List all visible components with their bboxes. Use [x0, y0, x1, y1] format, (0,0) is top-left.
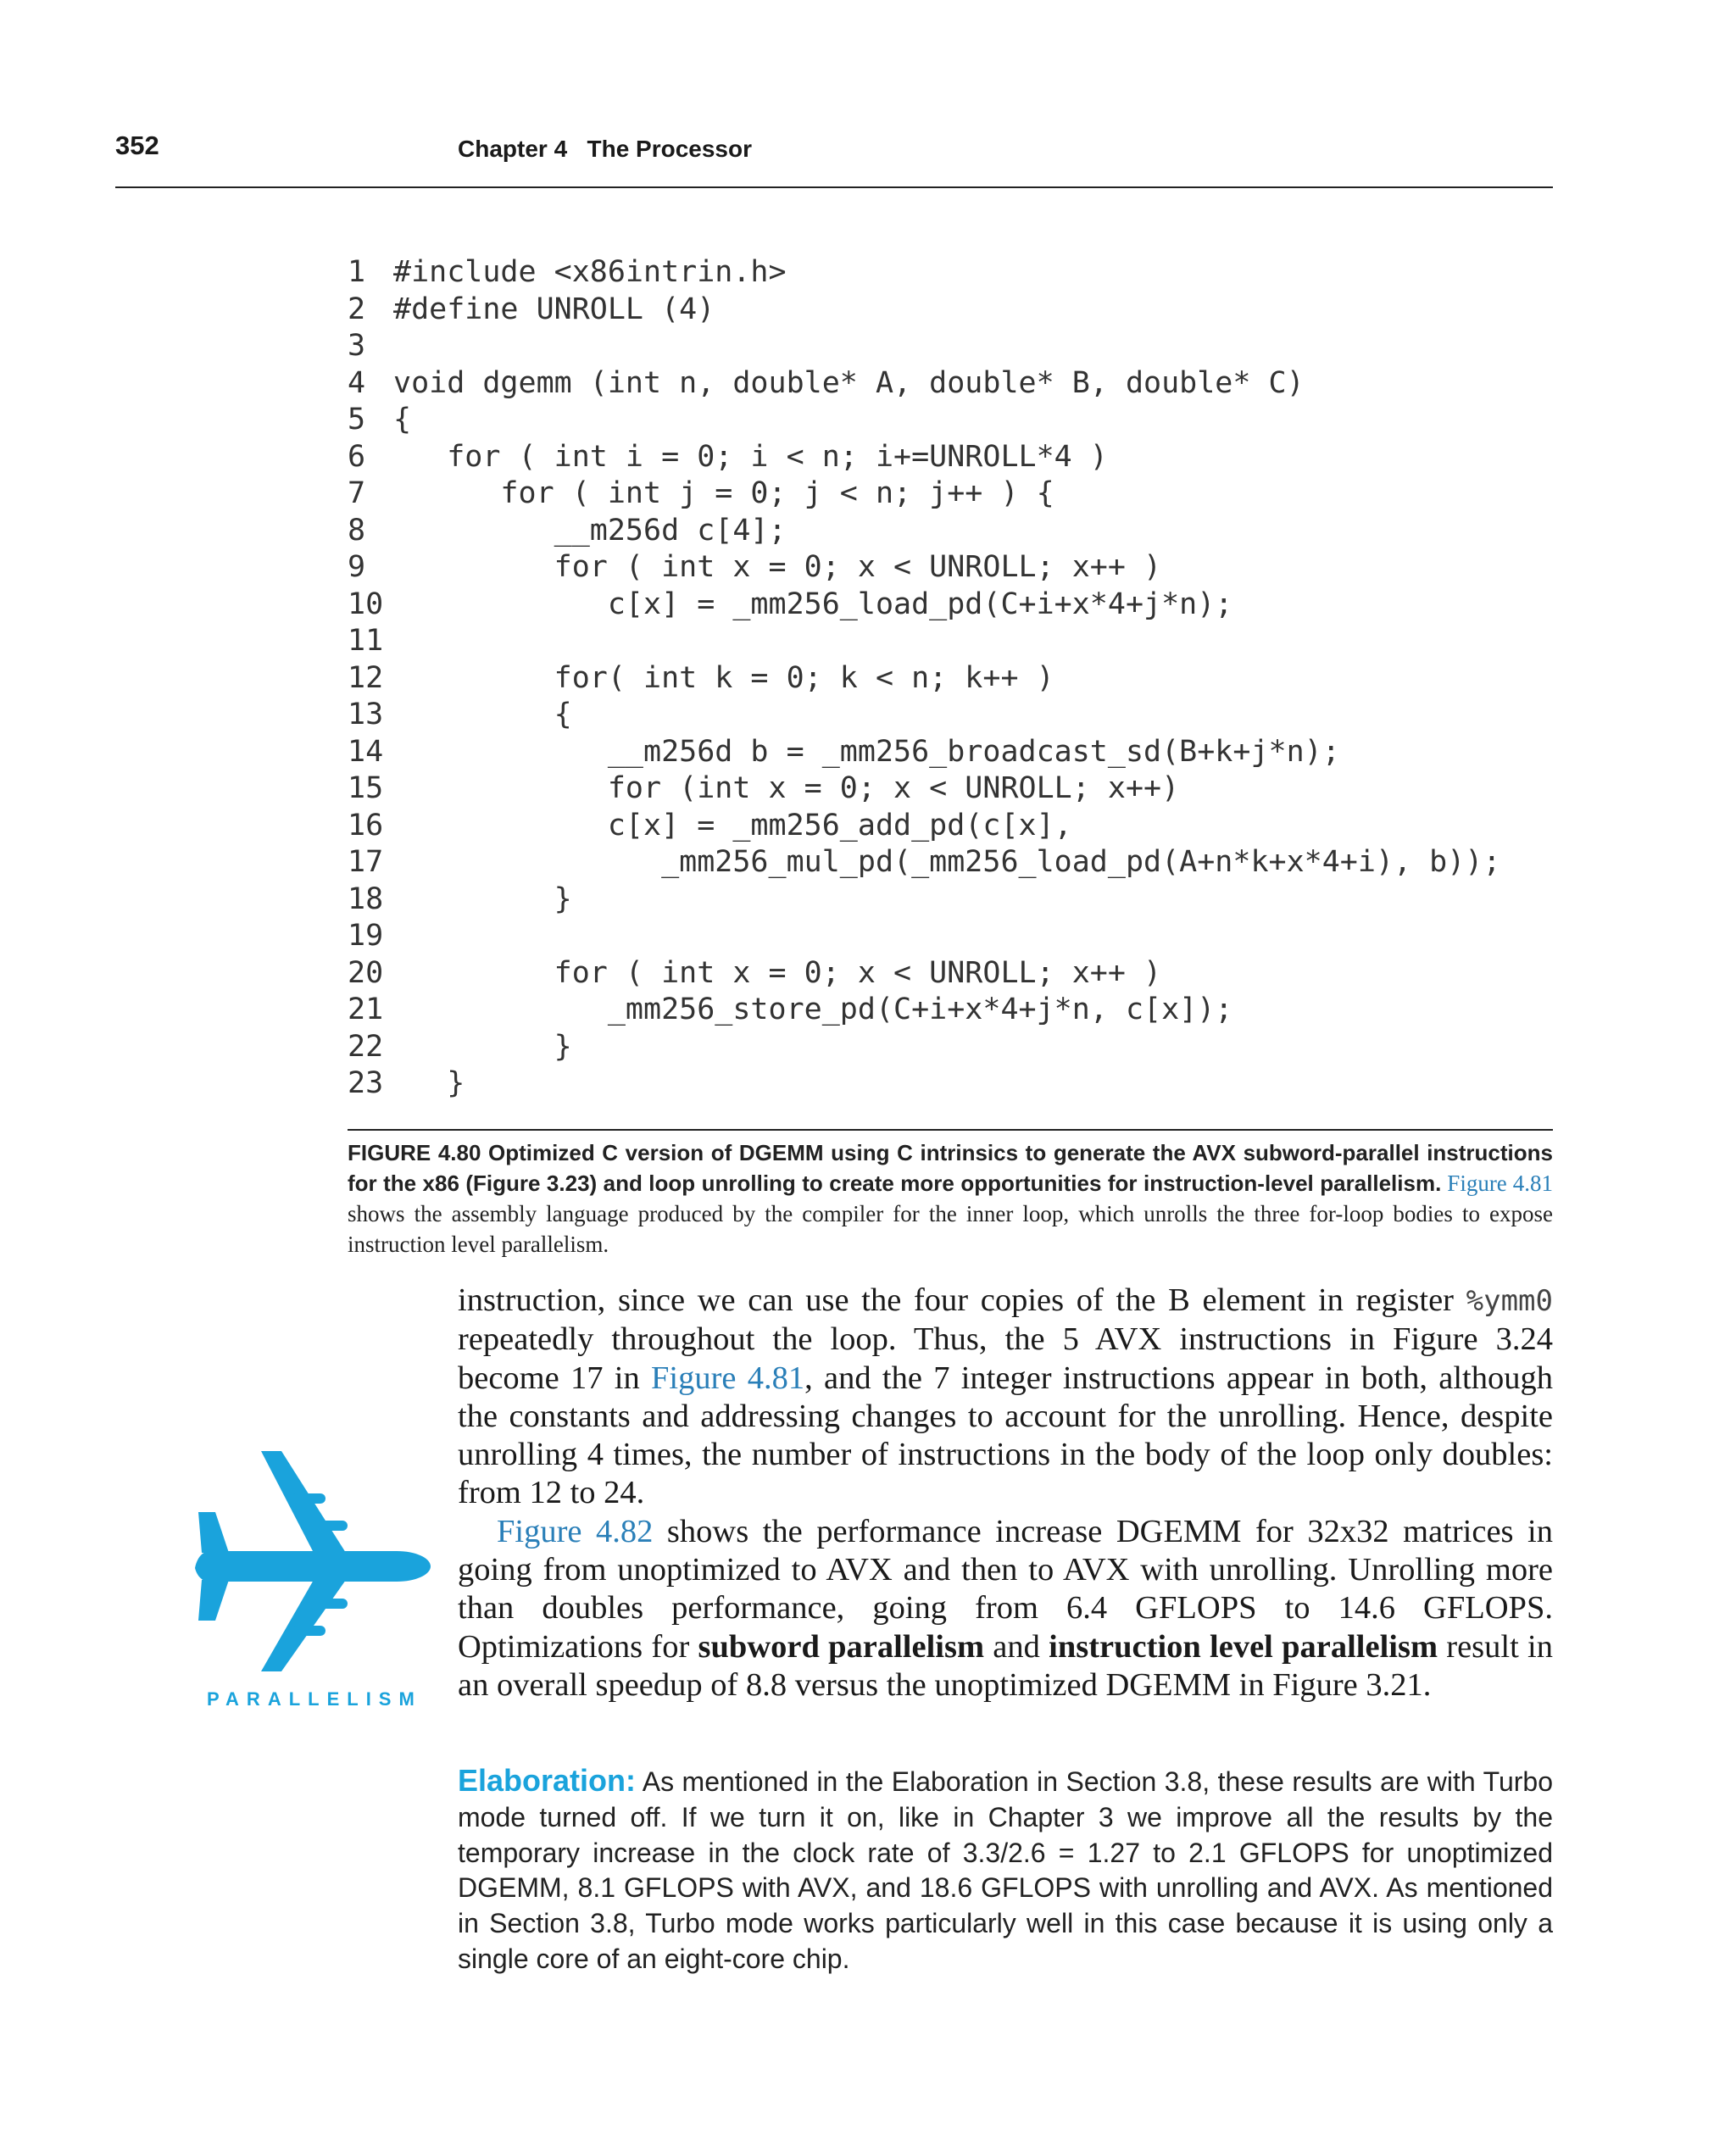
line-number: 12	[348, 660, 384, 695]
bold-term: instruction level parallelism	[1049, 1628, 1438, 1665]
code-line	[348, 955, 1568, 993]
figure-rule	[348, 1129, 1553, 1131]
figure-caption	[348, 1137, 1553, 1260]
code-line	[348, 365, 1568, 403]
line-number: 9	[348, 550, 366, 584]
register-name: %ymm0	[1466, 1284, 1553, 1318]
page-number: 352	[115, 131, 159, 160]
caption-lead: FIGURE 4.80 Optimized C version of DGEMM using C intrinsics to generate the AVX subword-parallel instructions for the x86 (Figure 3.23) and loop unrolling to create more opportunities for instruction-level parallelism.	[348, 1140, 1553, 1196]
code-line	[348, 328, 1568, 365]
code-line	[348, 254, 1568, 292]
code-line	[348, 513, 1568, 550]
code-text: }	[393, 881, 572, 916]
caption-figure-link[interactable]: Figure 4.81	[1447, 1171, 1554, 1196]
figure-link[interactable]: Figure 4.82	[497, 1513, 654, 1549]
parallelism-label: PARALLELISM	[207, 1688, 422, 1710]
caption-text: shows the assembly language produced by the compiler for the inner loop, which unrolls the three for-loop bodies to expose instruction level parallelism.	[348, 1201, 1553, 1257]
line-number: 4	[348, 365, 366, 400]
code-line	[348, 549, 1568, 587]
figure-link[interactable]: Figure 4.81	[650, 1360, 805, 1396]
code-text: #include <x86intrin.h>	[393, 255, 787, 289]
code-text: for ( int i = 0; i < n; i+=UNROLL*4 )	[393, 439, 1108, 474]
line-number: 15	[348, 771, 384, 805]
line-number: 23	[348, 1066, 384, 1100]
elaboration	[458, 1763, 1553, 1977]
line-number: 13	[348, 698, 384, 731]
code-listing	[348, 254, 1568, 1103]
bold-term: subword parallelism	[698, 1628, 985, 1665]
page-header	[115, 127, 1553, 188]
code-line	[348, 844, 1568, 881]
code-text: }	[393, 1066, 465, 1100]
code-line	[348, 660, 1568, 698]
code-text: {	[393, 698, 572, 731]
running-head: Chapter 4 The Processor	[458, 136, 753, 162]
code-line	[348, 623, 1568, 660]
code-text: #define UNROLL (4)	[393, 292, 715, 326]
line-number: 11	[348, 624, 384, 658]
line-number: 6	[348, 439, 366, 474]
body-paragraph-1	[458, 1282, 1553, 1513]
line-number: 19	[348, 919, 384, 953]
code-line	[348, 992, 1568, 1029]
line-number: 5	[348, 403, 366, 437]
code-line	[348, 475, 1568, 513]
body-text	[458, 1282, 1553, 1704]
text-run: instruction, since we can use the four copies of the B element in register	[458, 1282, 1466, 1318]
body-paragraph-2	[458, 1513, 1553, 1704]
code-line	[348, 697, 1568, 734]
code-text: void dgemm (int n, double* A, double* B, double* C)	[393, 365, 1305, 400]
line-number: 14	[348, 734, 384, 769]
code-text: }	[393, 1029, 572, 1064]
code-text: {	[393, 403, 412, 437]
text-run: result in an overall speedup of 8.8 versus the unoptimized DGEMM in Figure 3.21.	[458, 1628, 1553, 1703]
code-text: for ( int x = 0; x < UNROLL; x++ )	[393, 955, 1162, 990]
code-line	[348, 808, 1568, 845]
line-number: 2	[348, 292, 366, 326]
code-line	[348, 292, 1568, 329]
code-line	[348, 1065, 1568, 1103]
text-run: repeatedly throughout the loop. Thus, the 5 AVX instructions in Figure 3.24 become 17 in	[458, 1321, 1553, 1396]
code-line	[348, 439, 1568, 476]
line-number: 21	[348, 993, 384, 1026]
elaboration-text: As mentioned in the Elaboration in Section 3.8, these results are with Turbo mode turned off. If we turn it on, like in Chapter 3 we improve all the results by the temporary increase in the clock rate of 3.3/2.6 = 1.27 to 2.1 GFLOPS for unoptimized DGEMM, 8.1 GFLOPS with AVX, and 18.6 GFLOPS with unrolling and AVX. As mentioned in Section 3.8, Turbo mode works particularly well in this case because it is using only a single core of an eight-core chip.	[458, 1766, 1553, 1974]
code-text: _mm256_mul_pd(_mm256_load_pd(A+n*k+x*4+i), b));	[393, 845, 1501, 879]
text-run: , and the 7 integer instructions appear in both, although the constants and addressing changes to account for the unrolling. Hence, despite unrolling 4 times, the number of instructions in the body of the loop only doubles: from 12 to 24.	[458, 1360, 1553, 1511]
code-text: c[x] = _mm256_add_pd(c[x],	[393, 808, 1072, 842]
text-run: shows the performance increase DGEMM for 32x32 matrices in going from unoptimized to AVX and then to AVX with unrolling. Unrolling more than doubles performance, going from 6.4 GFLOPS to 14.6 GFLOPS. Optimizations for	[458, 1513, 1553, 1665]
line-number: 3	[348, 329, 366, 363]
code-line	[348, 734, 1568, 771]
code-text: for ( int j = 0; j < n; j++ ) {	[393, 476, 1054, 510]
code-text: __m256d b = _mm256_broadcast_sd(B+k+j*n);	[393, 734, 1340, 769]
code-text: for ( int x = 0; x < UNROLL; x++ )	[393, 550, 1162, 584]
code-line	[348, 1029, 1568, 1066]
line-number: 8	[348, 513, 366, 548]
code-line	[348, 918, 1568, 955]
code-text: __m256d c[4];	[393, 513, 787, 548]
code-text: for (int x = 0; x < UNROLL; x++)	[393, 771, 1180, 805]
line-number: 1	[348, 255, 366, 289]
line-number: 10	[348, 587, 384, 621]
line-number: 7	[348, 476, 366, 510]
code-text: for( int k = 0; k < n; k++ )	[393, 660, 1054, 695]
airplane-icon	[186, 1451, 432, 1671]
line-number: 20	[348, 955, 384, 990]
line-number: 17	[348, 845, 384, 879]
line-number: 22	[348, 1029, 384, 1064]
code-line	[348, 587, 1568, 624]
code-line	[348, 402, 1568, 439]
code-text: _mm256_store_pd(C+i+x*4+j*n, c[x]);	[393, 993, 1233, 1026]
line-number: 16	[348, 808, 384, 842]
line-number: 18	[348, 881, 384, 916]
text-run: and	[984, 1628, 1049, 1665]
code-line	[348, 881, 1568, 919]
code-text: c[x] = _mm256_load_pd(C+i+x*4+j*n);	[393, 587, 1233, 621]
elaboration-label: Elaboration:	[458, 1763, 637, 1798]
code-line	[348, 770, 1568, 808]
